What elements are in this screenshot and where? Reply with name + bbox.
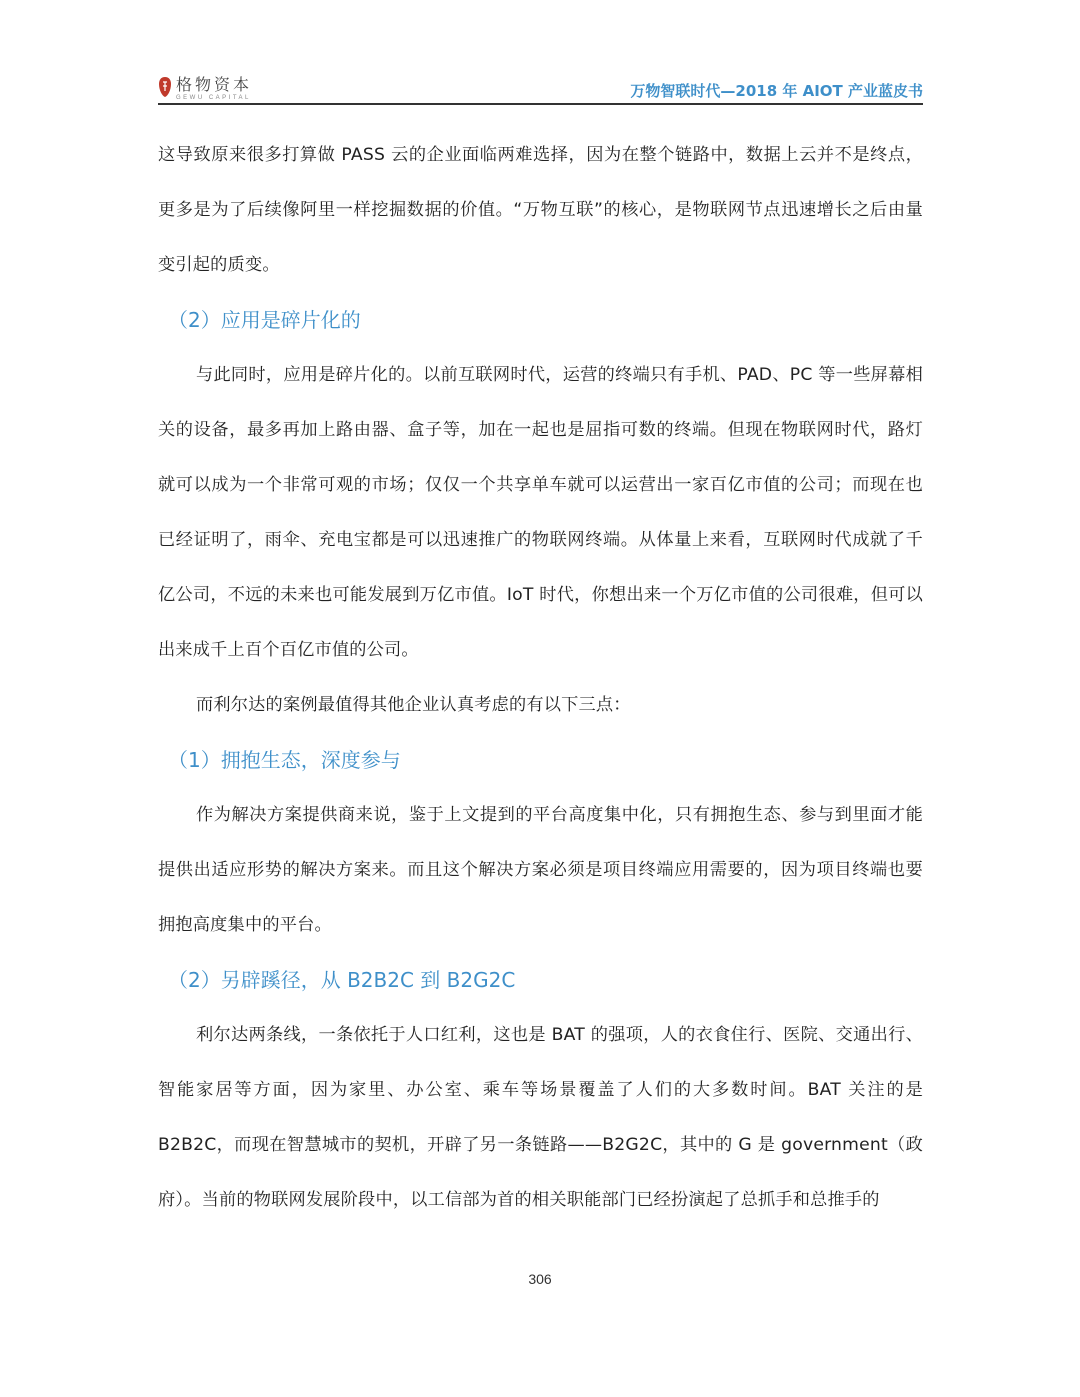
logo	[158, 76, 252, 102]
logo-chinese-text: 格物资本	[176, 75, 253, 94]
header-divider	[158, 103, 923, 105]
page-body	[158, 128, 923, 1228]
document-title: 万物智联时代—2018 年 AIOT 产业蓝皮书	[630, 82, 923, 100]
section-heading-fragmented-apps: （2）应用是碎片化的	[168, 308, 361, 332]
paragraph-4: 作为解决方案提供商来说，鉴于上文提到的平台高度集中化，只有拥抱生态、参与到里面才能提供出适应形势的解决方案来。而且这个解决方案必须是项目终端应用需要的，因为项目终端也要拥抱高度集中的平台。	[158, 805, 923, 935]
logo-english-text: GEWU CAPITAL	[176, 95, 251, 101]
page-number: 306	[528, 1271, 552, 1287]
paragraph-2: 与此同时，应用是碎片化的。以前互联网时代，运营的终端只有手机、PAD、PC 等一些屏幕相关的设备，最多再加上路由器、盒子等，加在一起也是屈指可数的终端。但现在物联网时代，路灯就可以成为一个非常可观的市场；仅仅一个共享单车就可以运营出一家百亿市值的公司；而现在也已经证明了，雨伞、充电宝都是可以迅速推广的物联网终端。从体量上来看，互联网时代成就了千亿公司，不远的未来也可能发展到万亿市值。IoT 时代，你想出来一个万亿市值的公司很难，但可以出来成千上百个百亿市值的公司。	[158, 365, 923, 660]
page-header	[158, 70, 923, 106]
paragraph-5: 利尔达两条线，一条依托于人口红利，这也是 BAT 的强项，人的衣食住行、医院、交通出行、智能家居等方面，因为家里、办公室、乘车等场景覆盖了人们的大多数时间。BAT 关注的是 B2B2C，而现在智慧城市的契机，开辟了另一条链路——B2G2C，其中的 G 是 government（政府）。当前的物联网发展阶段中，以工信部为首的相关职能部门已经扮演起了总抓手和总推手的	[158, 1025, 923, 1210]
paragraph-1: 这导致原来很多打算做 PASS 云的企业面临两难选择，因为在整个链路中，数据上云并不是终点，更多是为了后续像阿里一样挖掘数据的价值。“万物互联”的核心，是物联网节点迅速增长之后由量变引起的质变。	[158, 145, 923, 275]
section-heading-b2g2c: （2）另辟蹊径，从 B2B2C 到 B2G2C	[168, 968, 516, 992]
paragraph-3: 而利尔达的案例最值得其他企业认真考虑的有以下三点：	[196, 695, 631, 715]
section-heading-embrace-ecosystem: （1）拥抱生态，深度参与	[168, 748, 401, 772]
seal-icon	[158, 76, 172, 98]
